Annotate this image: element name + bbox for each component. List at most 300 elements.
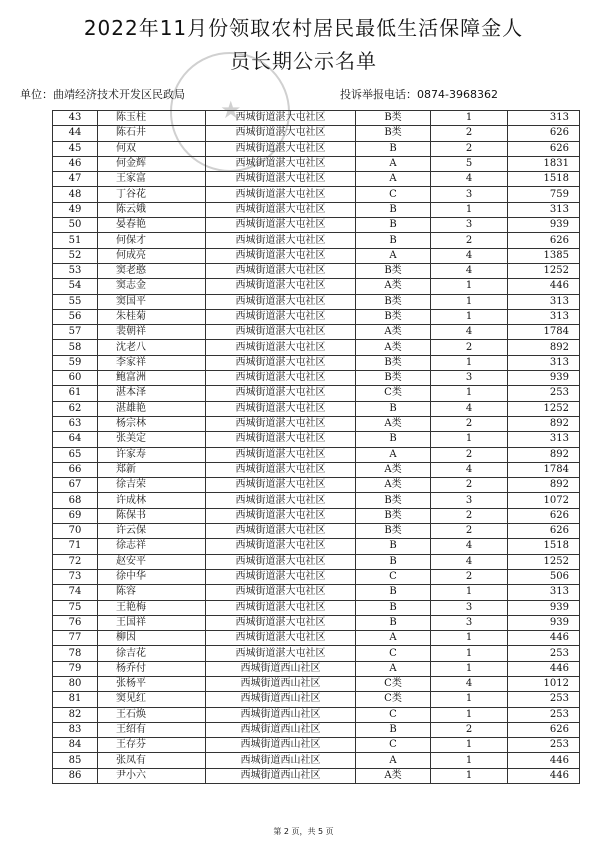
- row-index: 51: [53, 233, 98, 248]
- row-community: 西城街道湛大屯社区: [206, 340, 356, 355]
- recipient-table: [52, 110, 580, 784]
- row-amount: 939: [508, 615, 580, 630]
- row-category: B类: [356, 371, 431, 386]
- row-household-size: 3: [431, 371, 508, 386]
- row-amount: 1252: [508, 401, 580, 416]
- row-category: B: [356, 401, 431, 416]
- row-category: C: [356, 569, 431, 584]
- row-category: A: [356, 661, 431, 676]
- row-name: 陈石井: [98, 126, 206, 141]
- table-row: [53, 172, 580, 187]
- row-household-size: 2: [431, 524, 508, 539]
- row-category: A: [356, 248, 431, 263]
- row-community: 西城街道湛大屯社区: [206, 401, 356, 416]
- row-name: 徐志祥: [98, 539, 206, 554]
- row-name: 张美定: [98, 432, 206, 447]
- row-index: 71: [53, 539, 98, 554]
- complaint-phone: 投诉举报电话：0874-3968362: [340, 88, 498, 101]
- row-name: 晏春艳: [98, 218, 206, 233]
- row-community: 西城街道湛大屯社区: [206, 585, 356, 600]
- row-household-size: 1: [431, 646, 508, 661]
- row-index: 58: [53, 340, 98, 355]
- row-index: 63: [53, 416, 98, 431]
- row-name: 杨乔付: [98, 661, 206, 676]
- row-community: 西城街道西山社区: [206, 707, 356, 722]
- row-category: B类: [356, 294, 431, 309]
- table-row: [53, 585, 580, 600]
- row-amount: 313: [508, 585, 580, 600]
- row-amount: 1012: [508, 676, 580, 691]
- row-category: B类: [356, 126, 431, 141]
- row-community: 西城街道湛大屯社区: [206, 493, 356, 508]
- row-community: 西城街道西山社区: [206, 661, 356, 676]
- row-name: 王绍有: [98, 722, 206, 737]
- row-name: 王石焕: [98, 707, 206, 722]
- table-row: [53, 401, 580, 416]
- table-row: [53, 156, 580, 171]
- row-community: 西城街道湛大屯社区: [206, 309, 356, 324]
- row-name: 何金辉: [98, 156, 206, 171]
- row-category: A类: [356, 325, 431, 340]
- row-name: 张凤有: [98, 753, 206, 768]
- row-amount: 313: [508, 309, 580, 324]
- row-household-size: 1: [431, 585, 508, 600]
- row-index: 53: [53, 263, 98, 278]
- row-household-size: 2: [431, 233, 508, 248]
- row-index: 55: [53, 294, 98, 309]
- table-row: [53, 554, 580, 569]
- row-community: 西城街道湛大屯社区: [206, 478, 356, 493]
- row-community: 西城街道湛大屯社区: [206, 279, 356, 294]
- row-category: A: [356, 156, 431, 171]
- row-amount: 892: [508, 478, 580, 493]
- row-name: 陈云娥: [98, 202, 206, 217]
- row-index: 59: [53, 355, 98, 370]
- row-name: 窦见红: [98, 692, 206, 707]
- table-row: [53, 416, 580, 431]
- row-household-size: 1: [431, 631, 508, 646]
- row-index: 56: [53, 309, 98, 324]
- row-category: A类: [356, 462, 431, 477]
- row-amount: 506: [508, 569, 580, 584]
- row-household-size: 3: [431, 187, 508, 202]
- row-index: 64: [53, 432, 98, 447]
- row-amount: 892: [508, 340, 580, 355]
- row-household-size: 1: [431, 386, 508, 401]
- row-index: 66: [53, 462, 98, 477]
- row-household-size: 2: [431, 416, 508, 431]
- row-amount: 446: [508, 279, 580, 294]
- row-community: 西城街道湛大屯社区: [206, 187, 356, 202]
- row-community: 西城街道湛大屯社区: [206, 371, 356, 386]
- row-index: 60: [53, 371, 98, 386]
- row-household-size: 2: [431, 478, 508, 493]
- row-community: 西城街道湛大屯社区: [206, 156, 356, 171]
- row-household-size: 1: [431, 355, 508, 370]
- row-amount: 253: [508, 646, 580, 661]
- row-index: 54: [53, 279, 98, 294]
- row-name: 窦国平: [98, 294, 206, 309]
- row-community: 西城街道湛大屯社区: [206, 263, 356, 278]
- row-name: 湛本泽: [98, 386, 206, 401]
- row-community: 西城街道西山社区: [206, 692, 356, 707]
- row-index: 61: [53, 386, 98, 401]
- row-household-size: 5: [431, 156, 508, 171]
- table-row: [53, 187, 580, 202]
- row-category: B类: [356, 508, 431, 523]
- row-community: 西城街道湛大屯社区: [206, 432, 356, 447]
- row-amount: 626: [508, 126, 580, 141]
- row-index: 47: [53, 172, 98, 187]
- row-category: A类: [356, 279, 431, 294]
- row-amount: 1252: [508, 263, 580, 278]
- row-household-size: 1: [431, 279, 508, 294]
- row-category: C: [356, 187, 431, 202]
- row-community: 西城街道湛大屯社区: [206, 600, 356, 615]
- row-name: 许家寿: [98, 447, 206, 462]
- row-category: A: [356, 753, 431, 768]
- row-community: 西城街道湛大屯社区: [206, 508, 356, 523]
- row-name: 王存芬: [98, 738, 206, 753]
- row-household-size: 4: [431, 539, 508, 554]
- row-community: 西城街道湛大屯社区: [206, 646, 356, 661]
- row-index: 86: [53, 768, 98, 783]
- row-index: 74: [53, 585, 98, 600]
- row-name: 许成林: [98, 493, 206, 508]
- row-community: 西城街道湛大屯社区: [206, 233, 356, 248]
- row-community: 西城街道西山社区: [206, 722, 356, 737]
- table-row: [53, 371, 580, 386]
- row-household-size: 2: [431, 722, 508, 737]
- row-index: 68: [53, 493, 98, 508]
- row-category: B类: [356, 309, 431, 324]
- row-index: 52: [53, 248, 98, 263]
- row-category: A类: [356, 416, 431, 431]
- row-community: 西城街道西山社区: [206, 753, 356, 768]
- row-category: B: [356, 554, 431, 569]
- row-category: C: [356, 738, 431, 753]
- row-household-size: 1: [431, 738, 508, 753]
- table-row: [53, 233, 580, 248]
- row-community: 西城街道湛大屯社区: [206, 355, 356, 370]
- row-household-size: 4: [431, 325, 508, 340]
- row-amount: 626: [508, 722, 580, 737]
- row-index: 43: [53, 111, 98, 126]
- row-community: 西城街道湛大屯社区: [206, 631, 356, 646]
- row-community: 西城街道湛大屯社区: [206, 539, 356, 554]
- row-index: 79: [53, 661, 98, 676]
- row-index: 69: [53, 508, 98, 523]
- table-row: [53, 722, 580, 737]
- row-category: B: [356, 202, 431, 217]
- row-household-size: 2: [431, 508, 508, 523]
- row-household-size: 1: [431, 432, 508, 447]
- row-category: A类: [356, 768, 431, 783]
- table-row: [53, 478, 580, 493]
- table-row: [53, 524, 580, 539]
- table-row: [53, 600, 580, 615]
- row-index: 80: [53, 676, 98, 691]
- row-amount: 253: [508, 692, 580, 707]
- row-community: 西城街道湛大屯社区: [206, 126, 356, 141]
- row-amount: 939: [508, 218, 580, 233]
- row-household-size: 1: [431, 111, 508, 126]
- row-household-size: 3: [431, 600, 508, 615]
- row-household-size: 4: [431, 172, 508, 187]
- row-community: 西城街道湛大屯社区: [206, 462, 356, 477]
- row-category: B: [356, 615, 431, 630]
- table-row: [53, 631, 580, 646]
- row-amount: 892: [508, 447, 580, 462]
- row-index: 48: [53, 187, 98, 202]
- row-name: 尹小六: [98, 768, 206, 783]
- row-household-size: 1: [431, 309, 508, 324]
- table-row: [53, 753, 580, 768]
- row-amount: 1385: [508, 248, 580, 263]
- row-household-size: 1: [431, 692, 508, 707]
- row-index: 83: [53, 722, 98, 737]
- row-index: 62: [53, 401, 98, 416]
- table-row: [53, 646, 580, 661]
- row-name: 陈玉柱: [98, 111, 206, 126]
- row-category: B: [356, 141, 431, 156]
- page-footer: 第 2 页，共 5 页: [273, 827, 334, 836]
- row-name: 何双: [98, 141, 206, 156]
- row-community: 西城街道湛大屯社区: [206, 615, 356, 630]
- row-index: 85: [53, 753, 98, 768]
- row-household-size: 4: [431, 676, 508, 691]
- row-index: 82: [53, 707, 98, 722]
- row-amount: 313: [508, 432, 580, 447]
- row-name: 陈保书: [98, 508, 206, 523]
- row-amount: 446: [508, 631, 580, 646]
- table-row: [53, 493, 580, 508]
- row-household-size: 4: [431, 263, 508, 278]
- table-row: [53, 263, 580, 278]
- row-household-size: 2: [431, 141, 508, 156]
- table-row: [53, 738, 580, 753]
- table-row: [53, 692, 580, 707]
- row-category: A类: [356, 478, 431, 493]
- row-community: 西城街道湛大屯社区: [206, 172, 356, 187]
- row-category: C类: [356, 692, 431, 707]
- row-category: B: [356, 722, 431, 737]
- row-household-size: 4: [431, 554, 508, 569]
- row-amount: 253: [508, 707, 580, 722]
- table-row: [53, 615, 580, 630]
- table-row: [53, 340, 580, 355]
- table-row: [53, 539, 580, 554]
- row-index: 46: [53, 156, 98, 171]
- row-amount: 626: [508, 141, 580, 156]
- row-index: 84: [53, 738, 98, 753]
- row-amount: 313: [508, 294, 580, 309]
- row-household-size: 4: [431, 248, 508, 263]
- row-name: 徐中华: [98, 569, 206, 584]
- row-name: 郑新: [98, 462, 206, 477]
- row-household-size: 3: [431, 615, 508, 630]
- row-index: 76: [53, 615, 98, 630]
- row-name: 何保才: [98, 233, 206, 248]
- row-amount: 313: [508, 355, 580, 370]
- row-name: 王国祥: [98, 615, 206, 630]
- table-row: [53, 569, 580, 584]
- row-amount: 892: [508, 416, 580, 431]
- row-category: B类: [356, 111, 431, 126]
- row-name: 徐吉花: [98, 646, 206, 661]
- row-community: 西城街道湛大屯社区: [206, 416, 356, 431]
- row-amount: 1252: [508, 554, 580, 569]
- table-row: [53, 462, 580, 477]
- row-household-size: 1: [431, 768, 508, 783]
- row-amount: 313: [508, 202, 580, 217]
- row-amount: 313: [508, 111, 580, 126]
- row-amount: 1518: [508, 172, 580, 187]
- row-category: A: [356, 447, 431, 462]
- row-community: 西城街道西山社区: [206, 738, 356, 753]
- row-household-size: 3: [431, 493, 508, 508]
- document-title-line1: 2022年11月份领取农村居民最低生活保障金人: [83, 16, 524, 40]
- row-index: 49: [53, 202, 98, 217]
- row-index: 45: [53, 141, 98, 156]
- row-category: C类: [356, 676, 431, 691]
- row-household-size: 2: [431, 569, 508, 584]
- row-category: C: [356, 646, 431, 661]
- row-index: 73: [53, 569, 98, 584]
- table-row: [53, 141, 580, 156]
- table-row: [53, 661, 580, 676]
- row-amount: 1784: [508, 462, 580, 477]
- row-name: 裴朝祥: [98, 325, 206, 340]
- table-row: [53, 248, 580, 263]
- row-household-size: 4: [431, 462, 508, 477]
- row-name: 柳因: [98, 631, 206, 646]
- row-community: 西城街道湛大屯社区: [206, 386, 356, 401]
- row-community: 西城街道湛大屯社区: [206, 294, 356, 309]
- row-name: 沈老八: [98, 340, 206, 355]
- row-category: B: [356, 600, 431, 615]
- row-community: 西城街道湛大屯社区: [206, 248, 356, 263]
- row-category: A类: [356, 340, 431, 355]
- row-amount: 759: [508, 187, 580, 202]
- row-amount: 446: [508, 768, 580, 783]
- row-index: 57: [53, 325, 98, 340]
- row-household-size: 1: [431, 707, 508, 722]
- row-index: 75: [53, 600, 98, 615]
- table-row: [53, 508, 580, 523]
- row-community: 西城街道湛大屯社区: [206, 111, 356, 126]
- row-category: B类: [356, 524, 431, 539]
- row-name: 朱桂菊: [98, 309, 206, 324]
- row-community: 西城街道湛大屯社区: [206, 524, 356, 539]
- table-row: [53, 386, 580, 401]
- row-household-size: 1: [431, 661, 508, 676]
- row-index: 67: [53, 478, 98, 493]
- row-index: 44: [53, 126, 98, 141]
- row-amount: 446: [508, 661, 580, 676]
- row-community: 西城街道湛大屯社区: [206, 325, 356, 340]
- row-name: 窦志金: [98, 279, 206, 294]
- table-row: [53, 111, 580, 126]
- row-amount: 1784: [508, 325, 580, 340]
- table-row: [53, 355, 580, 370]
- row-amount: 626: [508, 508, 580, 523]
- row-amount: 939: [508, 371, 580, 386]
- row-household-size: 1: [431, 294, 508, 309]
- row-household-size: 1: [431, 202, 508, 217]
- row-category: C: [356, 707, 431, 722]
- row-amount: 1831: [508, 156, 580, 171]
- row-category: A: [356, 172, 431, 187]
- row-household-size: 2: [431, 126, 508, 141]
- row-community: 西城街道湛大屯社区: [206, 202, 356, 217]
- row-name: 窦老憨: [98, 263, 206, 278]
- unit-label: 单位：曲靖经济技术开发区民政局: [20, 88, 185, 101]
- row-name: 王家富: [98, 172, 206, 187]
- row-household-size: 2: [431, 447, 508, 462]
- row-index: 72: [53, 554, 98, 569]
- row-name: 鲍富洲: [98, 371, 206, 386]
- row-name: 李家祥: [98, 355, 206, 370]
- table-row: [53, 279, 580, 294]
- row-household-size: 2: [431, 340, 508, 355]
- row-index: 77: [53, 631, 98, 646]
- table-row: [53, 768, 580, 783]
- row-category: B: [356, 218, 431, 233]
- row-name: 赵安平: [98, 554, 206, 569]
- row-category: B: [356, 233, 431, 248]
- row-amount: 446: [508, 753, 580, 768]
- row-category: B: [356, 432, 431, 447]
- row-amount: 939: [508, 600, 580, 615]
- row-amount: 253: [508, 386, 580, 401]
- row-index: 70: [53, 524, 98, 539]
- row-community: 西城街道湛大屯社区: [206, 141, 356, 156]
- table-row: [53, 218, 580, 233]
- row-index: 65: [53, 447, 98, 462]
- row-name: 王艳梅: [98, 600, 206, 615]
- table-row: [53, 676, 580, 691]
- document-title-line2: 员长期公示名单: [230, 49, 377, 73]
- row-name: 湛雄艳: [98, 401, 206, 416]
- row-amount: 626: [508, 524, 580, 539]
- row-name: 丁谷花: [98, 187, 206, 202]
- row-household-size: 4: [431, 401, 508, 416]
- row-name: 许云保: [98, 524, 206, 539]
- row-household-size: 1: [431, 753, 508, 768]
- recipient-table-body: [53, 111, 580, 784]
- row-category: B: [356, 585, 431, 600]
- row-community: 西城街道西山社区: [206, 768, 356, 783]
- table-row: [53, 309, 580, 324]
- row-amount: 1072: [508, 493, 580, 508]
- row-category: B类: [356, 263, 431, 278]
- row-amount: 253: [508, 738, 580, 753]
- row-name: 何成亮: [98, 248, 206, 263]
- row-community: 西城街道西山社区: [206, 676, 356, 691]
- row-index: 81: [53, 692, 98, 707]
- table-row: [53, 126, 580, 141]
- row-name: 徐吉荣: [98, 478, 206, 493]
- row-household-size: 3: [431, 218, 508, 233]
- row-name: 杨宗林: [98, 416, 206, 431]
- row-amount: 626: [508, 233, 580, 248]
- table-row: [53, 325, 580, 340]
- row-category: B: [356, 539, 431, 554]
- row-name: 陈容: [98, 585, 206, 600]
- row-index: 50: [53, 218, 98, 233]
- table-row: [53, 294, 580, 309]
